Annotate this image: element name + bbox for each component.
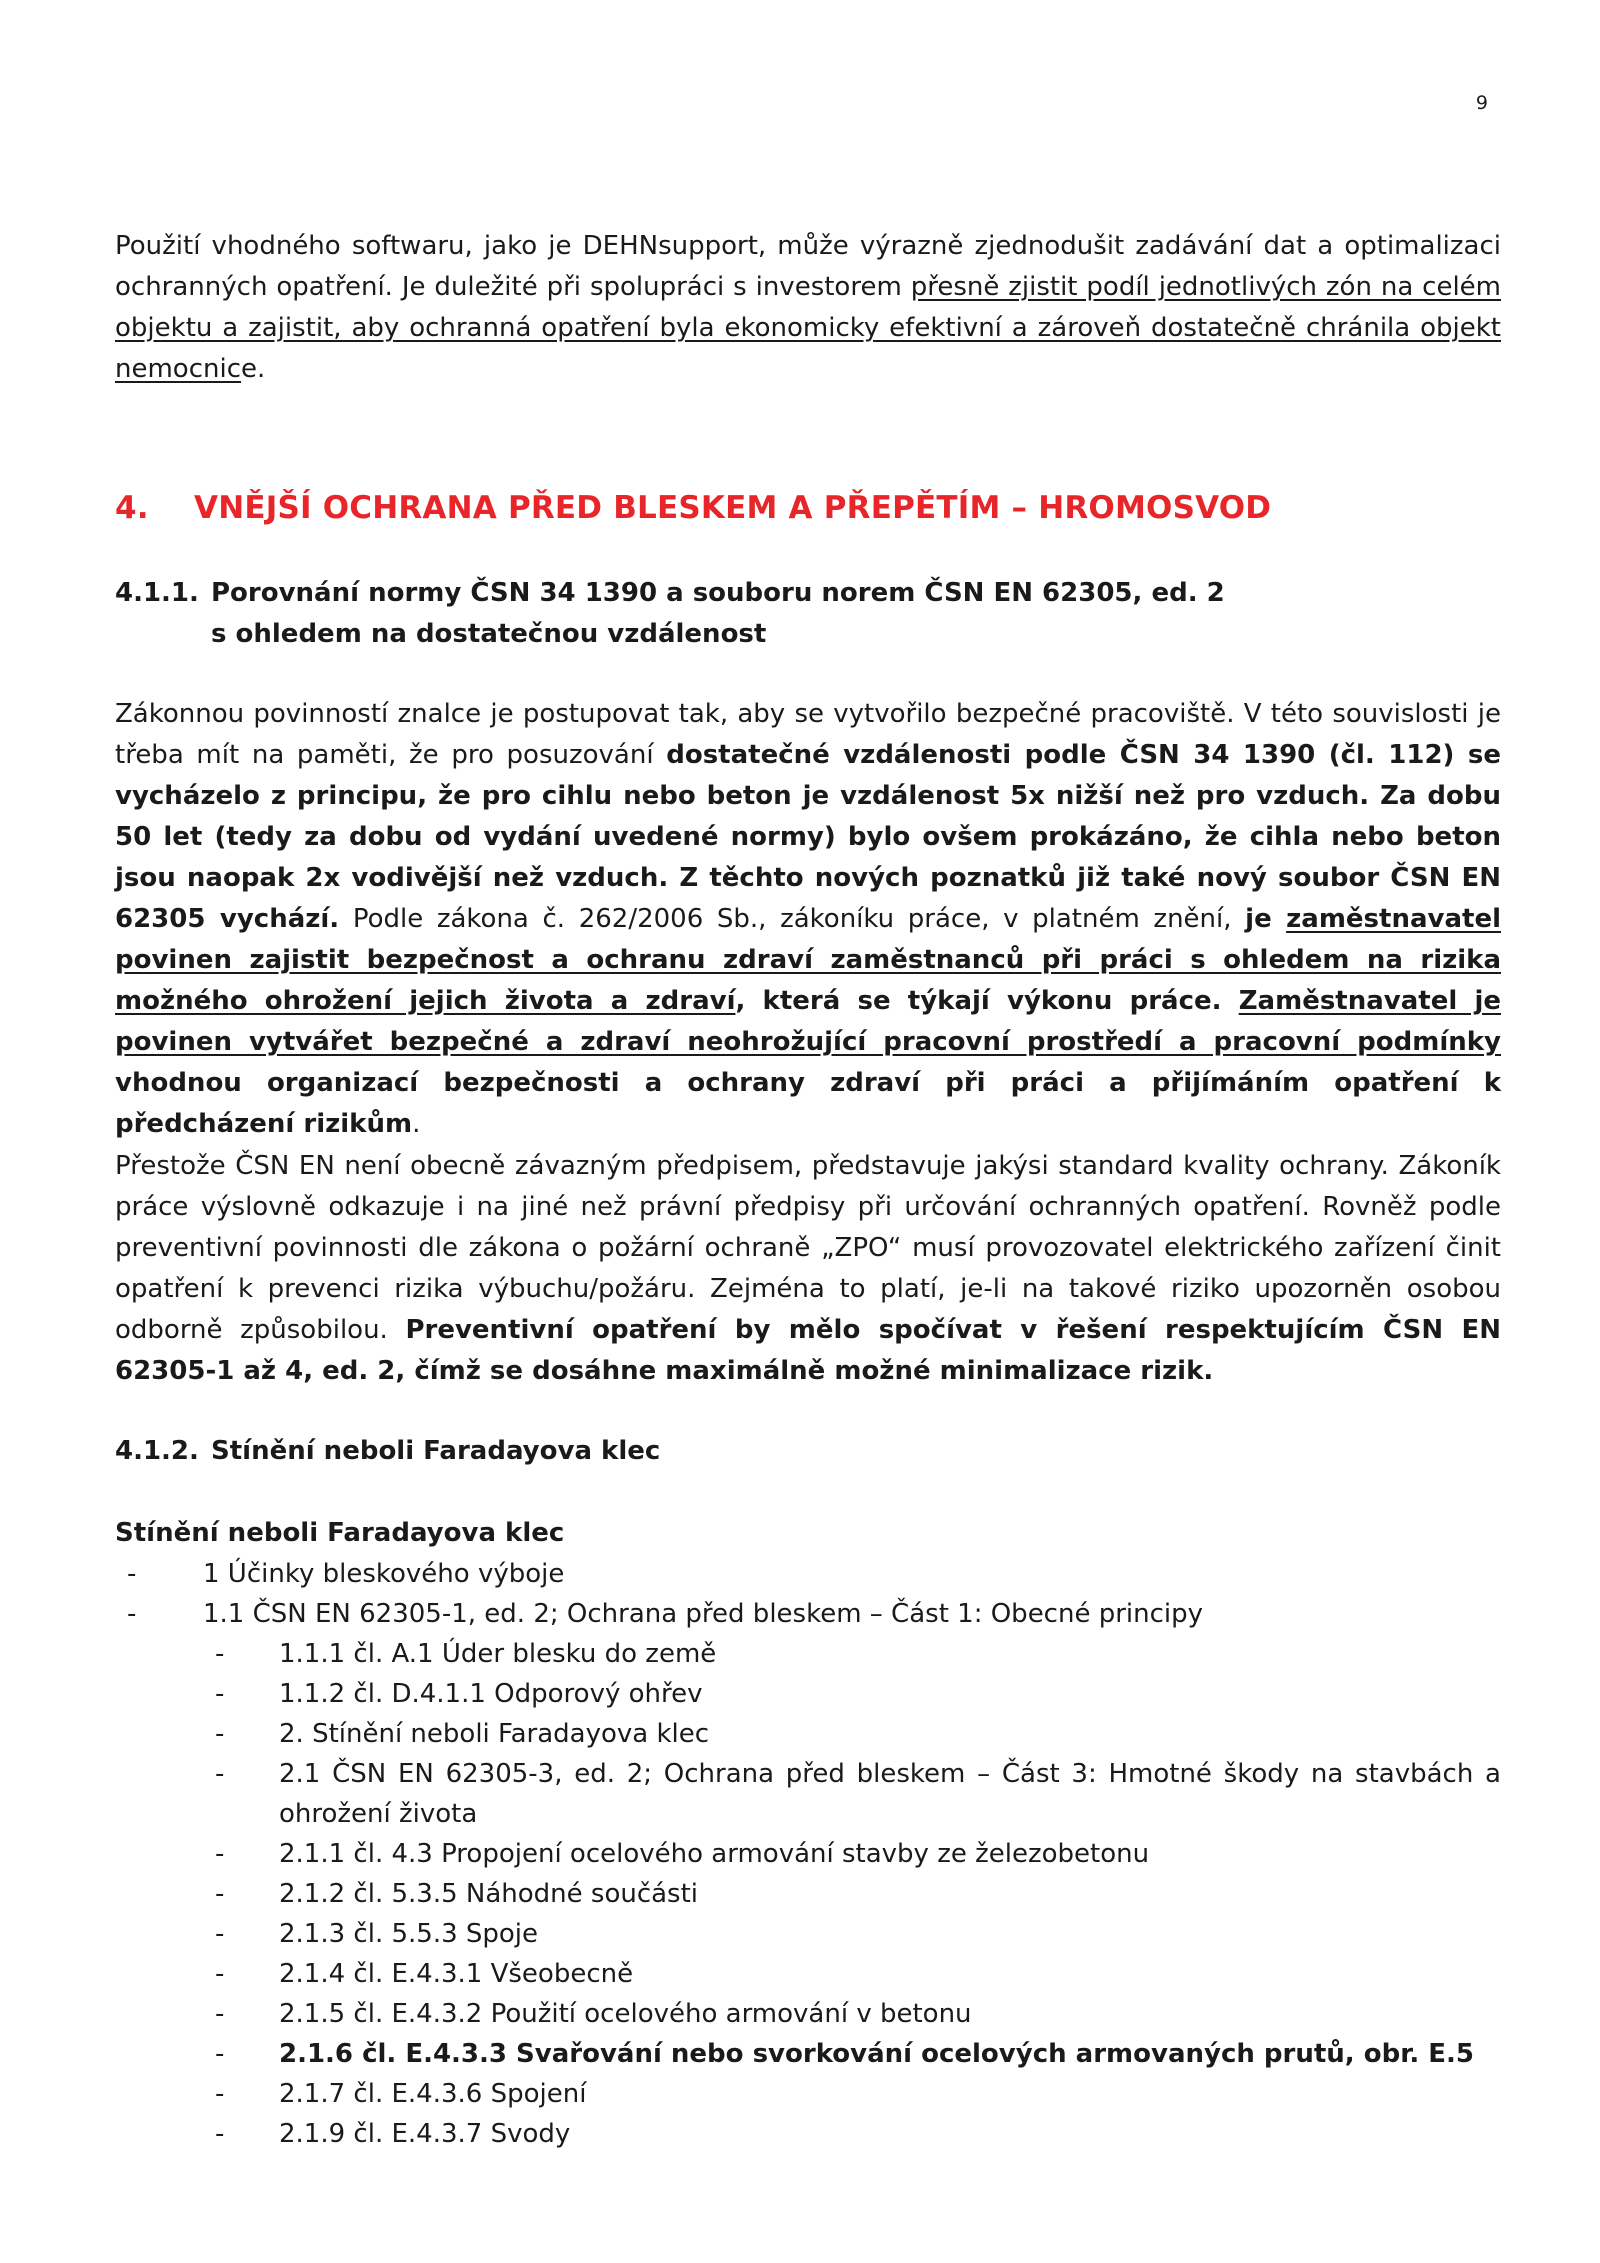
list-dash: -: [215, 1639, 225, 1669]
list-item-text: 2.1.7 čl. E.4.3.6 Spojení: [279, 2079, 587, 2109]
list-item: [115, 1994, 1501, 2034]
legal-bold-underlined-1: zaměstnavatel povinen zajistit bezpečnost a ochranu zdraví zaměstnanců při práci s ohledem na rizika možného ohrožení jejich života a zdraví: [115, 904, 1501, 1016]
list-item-text: 1.1 ČSN EN 62305-1, ed. 2; Ochrana před bleskem – Část 1: Obecné principy: [203, 1599, 1204, 1629]
standards-bold-text: Preventivní opatření by mělo spočívat v řešení respektujícím ČSN EN 62305-1 až 4, ed. 2, čímž se dosáhne maximálně možné minimalizace rizik.: [115, 1315, 1502, 1386]
list-item-text: 1.1.2 čl. D.4.1.1 Odporový ohřev: [279, 1679, 703, 1709]
section-411-number: 4.1.1.: [115, 578, 199, 608]
list-dash: -: [215, 1959, 225, 1989]
list-dash: -: [215, 1919, 225, 1949]
list-dash: -: [215, 1839, 225, 1869]
list-item: [115, 1554, 1501, 1594]
section-411-heading: [115, 573, 1225, 655]
legal-bold-4: vhodnou organizací bezpečnosti a ochrany zdraví při práci a přijímáním opatření k předcházení rizikům: [115, 1068, 1501, 1139]
list-item-text: 2.1.2 čl. 5.3.5 Náhodné součásti: [279, 1879, 699, 1909]
list-dash: -: [215, 1679, 225, 1709]
legal-text-2: Podle zákona č. 262/2006 Sb., zákoníku práce, v platném znění,: [339, 904, 1246, 934]
list-item-text: 1 Účinky bleskového výboje: [203, 1559, 565, 1589]
section-412-heading: [115, 1431, 660, 1472]
list-item: [115, 1674, 1501, 1714]
standards-paragraph: [115, 1146, 1501, 1392]
section-4-number: 4.: [115, 490, 149, 526]
list-item: [115, 1874, 1501, 1914]
list-item-text: 2.1.9 čl. E.4.3.7 Svody: [279, 2119, 571, 2149]
list-item: [115, 2074, 1501, 2114]
section-412-number: 4.1.2.: [115, 1436, 199, 1466]
list-dash: -: [215, 1719, 225, 1749]
list-item: [115, 1594, 1501, 1634]
list-dash: -: [215, 1759, 225, 1789]
legal-bold-underlined-2: Zaměstnavatel je povinen vytvářet bezpečné a zdraví neohrožující pracovní prostředí a pracovní podmínky: [115, 986, 1501, 1057]
list-item-text: 2.1.3 čl. 5.5.3 Spoje: [279, 1919, 539, 1949]
section-412-title: Stínění neboli Faradayova klec: [211, 1436, 661, 1466]
list-item-text: 2.1 ČSN EN 62305-3, ed. 2; Ochrana před bleskem – Část 3: Hmotné škody na stavbách a ohrožení života: [279, 1759, 1501, 1829]
contents-list: [115, 1554, 1501, 2154]
list-item: [115, 2034, 1501, 2074]
shielding-subheading: Stínění neboli Faradayova klec: [115, 1518, 565, 1548]
section-411-title-line1: Porovnání normy ČSN 34 1390 a souboru norem ČSN EN 62305, ed. 2: [211, 578, 1225, 608]
list-item-text: 2.1.1 čl. 4.3 Propojení ocelového armování stavby ze železobetonu: [279, 1839, 1150, 1869]
intro-text-end: e.: [241, 354, 266, 384]
list-dash: -: [215, 2039, 225, 2069]
list-dash: -: [215, 2119, 225, 2149]
list-dash: -: [215, 1999, 225, 2029]
list-item: [115, 1634, 1501, 1674]
list-item: [115, 2114, 1501, 2154]
list-item: [115, 1954, 1501, 1994]
intro-text: Použití vhodného softwaru, jako je DEHNsupport, může výrazně zjednodušit zadávání dat a optimalizaci ochranných opatření. Je duležité při spolupráci s investorem: [115, 231, 1501, 302]
list-item: [115, 1914, 1501, 1954]
intro-underlined-text: přesně zjistit podíl jednotlivých zón na celém objektu a zajistit, aby ochranná opatření byla ekonomicky efektivní a zároveň dostatečně chránila objekt nemocnic: [115, 272, 1502, 384]
list-item-text: 2. Stínění neboli Faradayova klec: [279, 1719, 710, 1749]
page-number: 9: [1475, 92, 1488, 114]
standards-text: Přestože ČSN EN není obecně závazným předpisem, představuje jakýsi standard kvality ochrany. Zákoník práce výslovně odkazuje i na jiné než právní předpisy při určování ochranných opatření. Rovněž podle preventivní povinnosti dle zákona o požární ochraně „ZPO“ musí provozovatel elektrického zařízení činit opatření k prevenci rizika výbuchu/požáru. Zejména to platí, je-li na takové riziko upozorněn osobou odborně způsobilou.: [115, 1151, 1501, 1345]
list-dash: -: [127, 1559, 137, 1589]
list-item-text: 2.1.6 čl. E.4.3.3 Svařování nebo svorkování ocelových armovaných prutů, obr. E.5: [279, 2039, 1474, 2069]
section-411-title-line2: s ohledem na dostatečnou vzdálenost: [211, 619, 767, 649]
legal-bold-1: dostatečné vzdálenosti podle ČSN 34 1390 (čl. 112) se vycházelo z principu, že pro cihlu nebo beton je vzdálenost 5x nižší než pro vzduch. Za dobu 50 let (tedy za dobu od vydání uvedené normy) bylo ovšem prokázáno, že cihla nebo beton jsou naopak 2x vodivější než vzduch. Z těchto nových poznatků již také nový soubor ČSN EN 62305 vychází.: [115, 740, 1501, 934]
legal-bold-3: , která se týkají výkonu práce.: [735, 986, 1239, 1016]
list-dash: -: [127, 1599, 137, 1629]
list-item-text: 2.1.4 čl. E.4.3.1 Všeobecně: [279, 1959, 634, 1989]
list-item-text: 1.1.1 čl. A.1 Úder blesku do země: [279, 1639, 717, 1669]
list-item: [115, 1754, 1501, 1834]
legal-bold-2: je: [1245, 904, 1287, 934]
list-dash: -: [215, 1879, 225, 1909]
list-item: [115, 1834, 1501, 1874]
legal-text-1: Zákonnou povinností znalce je postupovat tak, aby se vytvořilo bezpečné pracoviště. V této souvislosti je třeba mít na paměti, že pro posuzování: [115, 699, 1501, 770]
intro-paragraph: [115, 226, 1501, 390]
legal-paragraph: [115, 694, 1501, 1145]
section-4-title: VNĚJŠÍ OCHRANA PŘED BLESKEM A PŘEPĚTÍM – HROMOSVOD: [194, 490, 1272, 526]
list-item-text: 2.1.5 čl. E.4.3.2 Použití ocelového armování v betonu: [279, 1999, 972, 2029]
legal-text-3: .: [412, 1109, 421, 1139]
list-dash: -: [215, 2079, 225, 2109]
list-item: [115, 1714, 1501, 1754]
section-4-heading: [115, 490, 1271, 526]
